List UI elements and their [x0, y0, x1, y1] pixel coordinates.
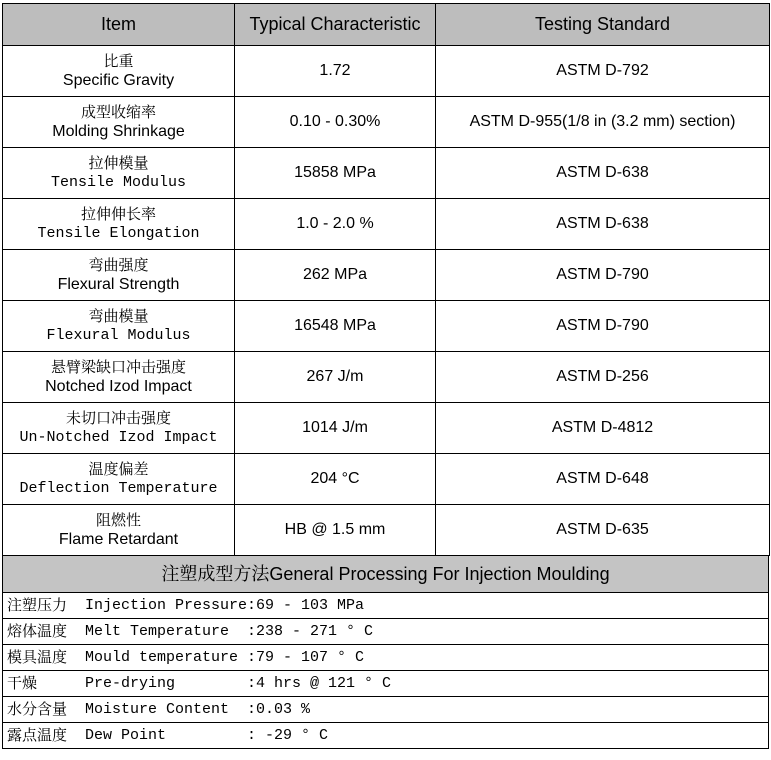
- item-cell: [3, 148, 235, 199]
- value-cell: 204 °C: [235, 454, 436, 505]
- item-en: Un-Notched Izod Impact: [19, 429, 218, 446]
- standard-cell: ASTM D-638: [436, 199, 770, 250]
- header-item: Item: [3, 4, 235, 46]
- item-cell: [3, 46, 235, 97]
- item-en: Deflection Temperature: [19, 480, 218, 497]
- processing-value: :69 - 103 MPa: [247, 597, 365, 614]
- standard-cell: ASTM D-648: [436, 454, 770, 505]
- item-en: Flexural Modulus: [46, 327, 191, 344]
- item-cn: 比重: [103, 52, 134, 70]
- table-row: [3, 301, 770, 352]
- processing-cn: 注塑压力: [7, 596, 68, 614]
- processing-row: [2, 593, 769, 619]
- item-cell: [3, 301, 235, 352]
- value-cell: 267 J/m: [235, 352, 436, 403]
- value-cell: 1.0 - 2.0 %: [235, 199, 436, 250]
- item-cell: [3, 454, 235, 505]
- standard-cell: ASTM D-638: [436, 148, 770, 199]
- value-cell: 0.10 - 0.30%: [235, 97, 436, 148]
- value-cell: HB @ 1.5 mm: [235, 505, 436, 556]
- header-typical: Typical Characteristic: [235, 4, 436, 46]
- item-en: Specific Gravity: [62, 72, 175, 89]
- processing-row: [2, 645, 769, 671]
- table-header-row: [3, 4, 770, 46]
- standard-cell: ASTM D-792: [436, 46, 770, 97]
- processing-value: :238 - 271 ° C: [247, 623, 374, 640]
- item-cn: 弯曲强度: [88, 256, 149, 274]
- processing-row: [2, 671, 769, 697]
- value-cell: 262 MPa: [235, 250, 436, 301]
- value-cell: 1014 J/m: [235, 403, 436, 454]
- processing-value: :4 hrs @ 121 ° C: [247, 675, 392, 692]
- processing-section-title: 注塑成型方法General Processing For Injection Moulding: [2, 556, 769, 593]
- processing-list: [2, 593, 769, 749]
- item-cn: 悬臂梁缺口冲击强度: [50, 358, 186, 376]
- table-row: [3, 250, 770, 301]
- processing-value: : -29 ° C: [247, 727, 329, 744]
- processing-row: [2, 697, 769, 723]
- processing-en: Injection Pressure: [85, 597, 248, 614]
- table-row: [3, 505, 770, 556]
- processing-row: [2, 619, 769, 645]
- header-standard: Testing Standard: [436, 4, 770, 46]
- value-cell: 1.72: [235, 46, 436, 97]
- table-row: [3, 199, 770, 250]
- standard-cell: ASTM D-256: [436, 352, 770, 403]
- table-row: [3, 46, 770, 97]
- item-en: Notched Izod Impact: [45, 378, 192, 395]
- processing-en: Mould temperature: [85, 649, 239, 666]
- processing-en: Pre-drying: [85, 675, 176, 692]
- item-en: Flexural Strength: [57, 276, 180, 293]
- item-en: Molding Shrinkage: [52, 123, 185, 140]
- item-en: Tensile Modulus: [50, 174, 187, 191]
- processing-cn: 干燥: [7, 674, 38, 692]
- item-cell: [3, 250, 235, 301]
- item-cn: 拉伸伸长率: [80, 205, 156, 223]
- processing-value: :0.03 %: [247, 701, 311, 718]
- value-cell: 15858 MPa: [235, 148, 436, 199]
- standard-cell: ASTM D-635: [436, 505, 770, 556]
- processing-cn: 露点温度: [7, 726, 68, 744]
- standard-cell: ASTM D-4812: [436, 403, 770, 454]
- standard-cell: ASTM D-790: [436, 301, 770, 352]
- table-row: [3, 148, 770, 199]
- properties-table: [2, 3, 770, 556]
- processing-en: Melt Temperature: [85, 623, 230, 640]
- processing-cn: 模具温度: [7, 648, 68, 666]
- value-cell: 16548 MPa: [235, 301, 436, 352]
- spec-sheet: [2, 3, 769, 749]
- processing-value: :79 - 107 ° C: [247, 649, 365, 666]
- processing-en: Moisture Content: [85, 701, 230, 718]
- item-cn: 弯曲模量: [88, 307, 149, 325]
- standard-cell: ASTM D-955(1/8 in (3.2 mm) section): [436, 97, 770, 148]
- item-cn: 阻燃性: [95, 511, 141, 529]
- processing-row: [2, 723, 769, 749]
- item-cell: [3, 505, 235, 556]
- item-cn: 温度偏差: [88, 460, 149, 478]
- processing-cn: 熔体温度: [7, 622, 68, 640]
- item-cell: [3, 403, 235, 454]
- processing-cn: 水分含量: [7, 700, 68, 718]
- table-row: [3, 403, 770, 454]
- item-en: Flame Retardant: [58, 531, 179, 548]
- item-cn: 未切口冲击强度: [65, 409, 171, 427]
- standard-cell: ASTM D-790: [436, 250, 770, 301]
- item-cn: 拉伸模量: [88, 154, 149, 172]
- processing-en: Dew Point: [85, 727, 167, 744]
- table-row: [3, 97, 770, 148]
- item-cell: [3, 352, 235, 403]
- item-cn: 成型收缩率: [80, 103, 156, 121]
- item-cell: [3, 97, 235, 148]
- table-row: [3, 454, 770, 505]
- table-row: [3, 352, 770, 403]
- item-cell: [3, 199, 235, 250]
- item-en: Tensile Elongation: [37, 225, 200, 242]
